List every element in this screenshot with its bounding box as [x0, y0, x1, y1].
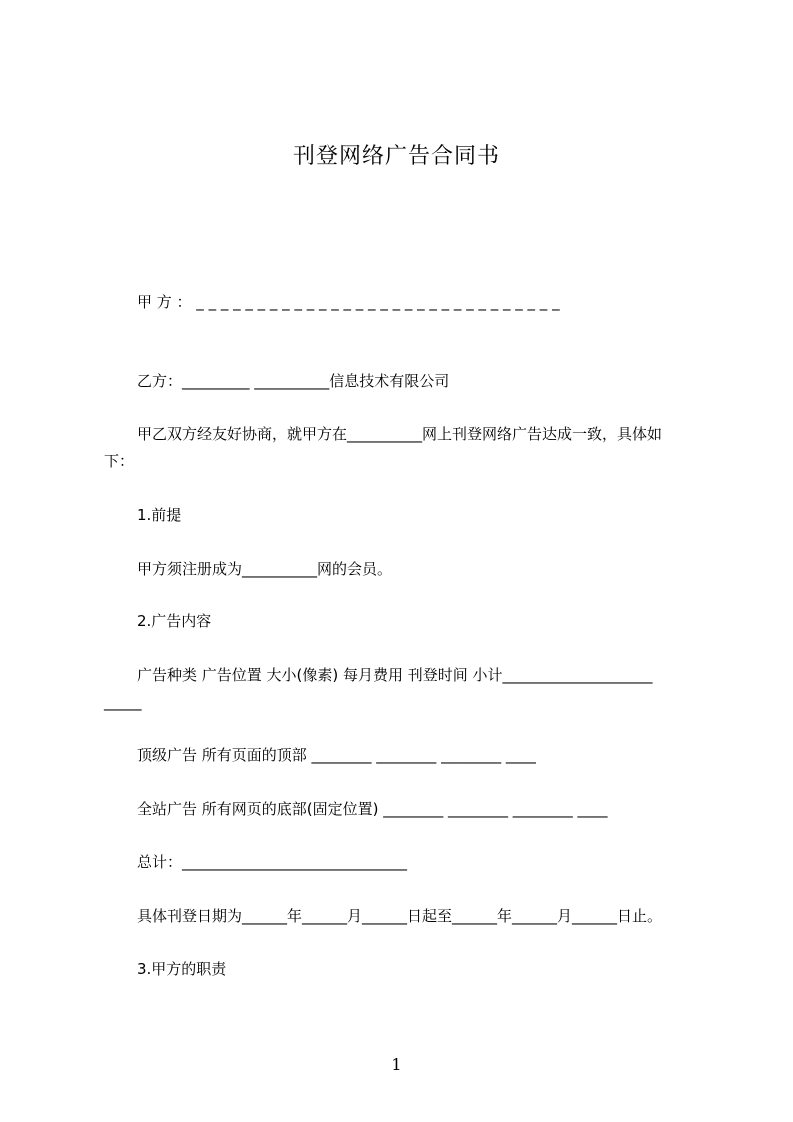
section-3-heading: 3.甲方的职责	[137, 960, 227, 978]
ad-row-site-footer: 全站广告 所有网页的底部(固定位置) ________ ________ ________ ____	[137, 800, 608, 818]
document-title: 刊登网络广告合同书	[292, 144, 500, 169]
intro-line-1: 甲乙双方经友好协商，就甲方在__________网上刊登网络广告达成一致，具体如	[137, 425, 663, 443]
party-a-line: 甲 方 ： _ _ _ _ _ _ _ _ _ _ _ _ _ _ _ _ _ _ _ _ _ _ _ _ _ _ _ _ _ _	[137, 293, 560, 311]
party-b-line: 乙方：_________ __________信息技术有限公司	[137, 372, 450, 390]
page-number: 1	[391, 1055, 402, 1074]
ad-row-top-banner: 顶级广告 所有页面的顶部 ________ ________ ________ ____	[137, 746, 536, 764]
section-1-text: 甲方须注册成为__________网的会员。	[137, 560, 393, 578]
date-line: 具体刊登日期为______年______月______日起至______年______月______日止。	[137, 907, 663, 925]
total-line: 总计：______________________________	[137, 853, 408, 871]
intro-line-2: 下：	[104, 452, 135, 470]
section-2-heading: 2.广告内容	[137, 612, 212, 630]
section-1-heading: 1.前提	[137, 506, 182, 524]
ad-table-header-line-1: 广告种类 广告位置 大小(像素) 每月费用 刊登时间 小计____________________	[137, 666, 653, 684]
ad-table-header-line-2: _____	[104, 693, 142, 711]
